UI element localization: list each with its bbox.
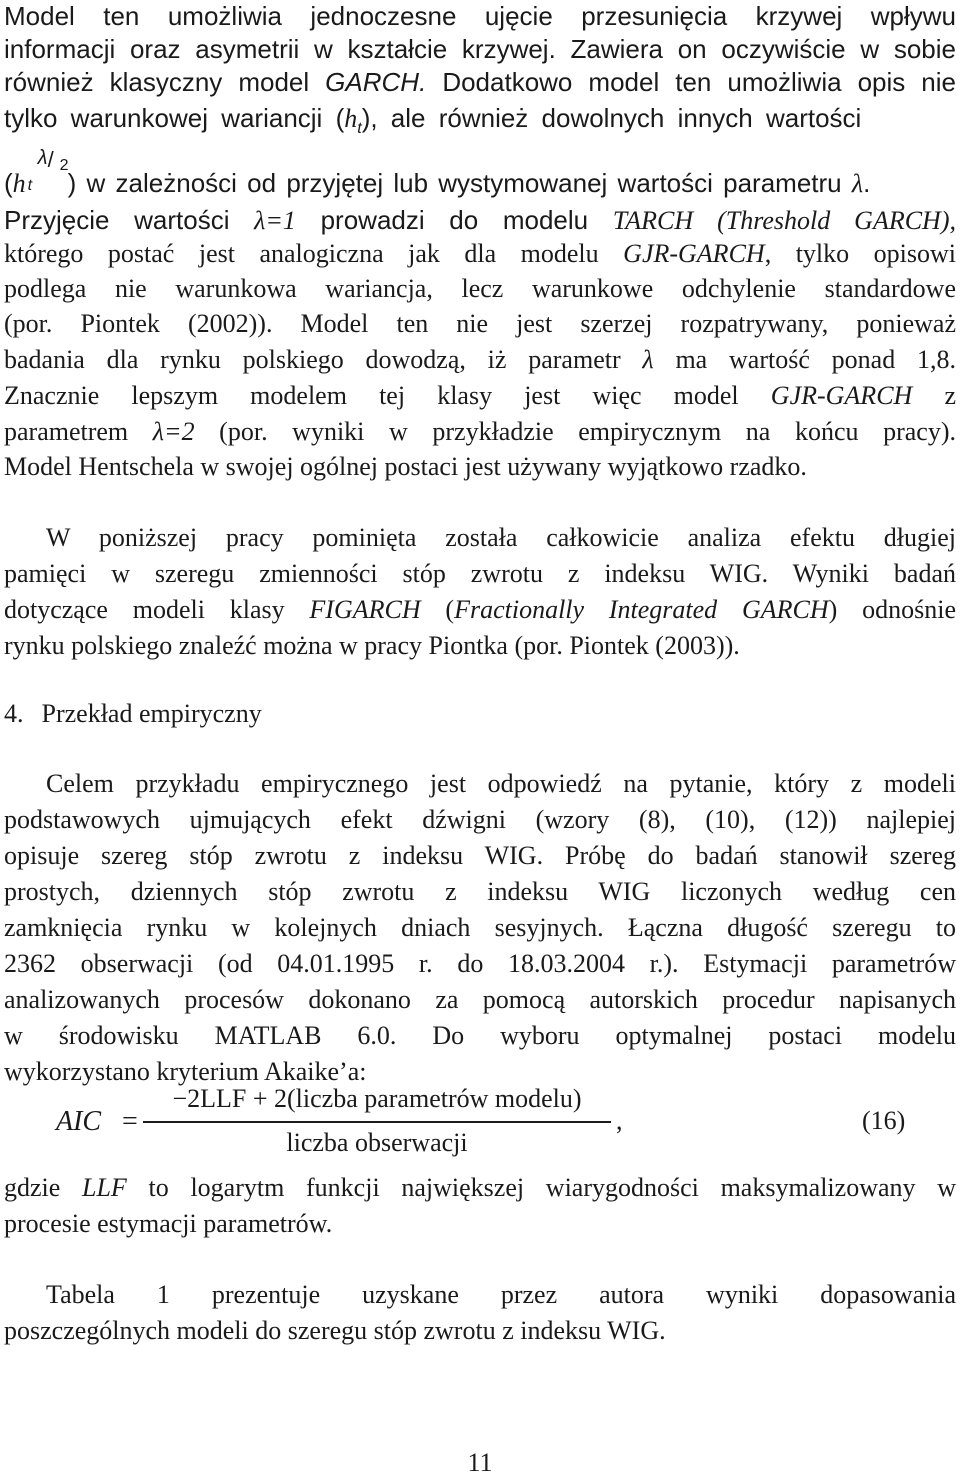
paragraph4-line1: gdzie LLF to logarytm funkcji największej wiarygodności maksymalizowany w bbox=[4, 1173, 956, 1202]
paragraph1-line8: podlega nie warunkowa wariancja, lecz warunkowe odchylenie standardowe bbox=[4, 274, 956, 303]
paragraph1-line5: (h λ / 2 t ) w zależności od przyjętej lub wystymowanej wartości parametru λ. bbox=[4, 147, 871, 198]
paragraph1-line1: Model ten umożliwia jednoczesne ujęcie przesunięcia krzywej wpływu bbox=[4, 1, 956, 31]
paragraph1-line12: parametrem λ=2 (por. wyniki w przykładzie empirycznym na końcu pracy). bbox=[4, 417, 956, 446]
section-heading bbox=[4, 698, 262, 730]
equation-number: (16) bbox=[862, 1106, 906, 1135]
paragraph3-line2: podstawowych ujmujących efekt dźwigni (wzory (8), (10), (12)) najlepiej bbox=[4, 805, 956, 834]
paragraph5-line2: poszczególnych modeli do szeregu stóp zwrotu z indeksu WIG. bbox=[4, 1316, 666, 1345]
paragraph1-line2: informacji oraz asymetrii w kształcie krzywej. Zawiera on oczywiście w sobie bbox=[4, 34, 956, 64]
paragraph3-line1: Celem przykładu empirycznego jest odpowiedź na pytanie, który z modeli bbox=[46, 769, 956, 798]
paragraph1-line11: Znacznie lepszym modelem tej klasy jest więc model GJR-GARCH z bbox=[4, 381, 956, 410]
paragraph3-line7: analizowanych procesów dokonano za pomocą autorskich procedur napisanych bbox=[4, 985, 956, 1014]
paragraph2-line4: rynku polskiego znaleźć można w pracy Piontka (por. Piontek (2003)). bbox=[4, 631, 740, 660]
paragraph1-line9: (por. Piontek (2002)). Model ten nie jest szerzej rozpatrywany, ponieważ bbox=[4, 309, 956, 338]
paragraph2-line2: pamięci w szeregu zmienności stóp zwrotu z indeksu WIG. Wyniki badań bbox=[4, 559, 956, 588]
aic-formula bbox=[0, 1084, 960, 1170]
formula-numerator: −2LLF + 2(liczba parametrów modelu) bbox=[172, 1084, 582, 1113]
page-number: 11 bbox=[467, 1448, 493, 1477]
paragraph1-line7: którego postać jest analogiczna jak dla modelu GJR-GARCH, tylko opisowi bbox=[4, 239, 956, 268]
paragraph3-line5: zamknięcia rynku w kolejnych dniach sesyjnych. Łączna długość szeregu to bbox=[4, 913, 956, 942]
paragraph1-line3: również klasyczny model GARCH. Dodatkowo model ten umożliwia opis nie bbox=[4, 67, 956, 97]
formula-lhs: AIC bbox=[56, 1106, 102, 1137]
lambda-half-exponent: λ / 2 t bbox=[27, 147, 69, 194]
paragraph1-line13: Model Hentschela w swojej ogólnej postaci jest używany wyjątkowo rzadko. bbox=[4, 452, 807, 481]
fraction-bar bbox=[143, 1121, 611, 1123]
paragraph3-line3: opisuje szereg stóp zwrotu z indeksu WIG. Próbę do badań stanowił szereg bbox=[4, 841, 956, 870]
paragraph1-line10: badania dla rynku polskiego dowodzą, iż parametr λ ma wartość ponad 1,8. bbox=[4, 345, 956, 374]
paragraph3-line6: 2362 obserwacji (od 04.01.1995 r. do 18.03.2004 r.). Estymacji parametrów bbox=[4, 949, 956, 978]
paragraph5-line1: Tabela 1 prezentuje uzyskane przez autora wyniki dopasowania bbox=[46, 1280, 956, 1309]
paragraph3-line8: w środowisku MATLAB 6.0. Do wyboru optymalnej postaci modelu bbox=[4, 1021, 956, 1050]
section-number: 4. bbox=[4, 699, 24, 728]
paragraph3-line9: wykorzystano kryterium Akaike’a: bbox=[4, 1057, 367, 1086]
paragraph2-line3: dotyczące modeli klasy FIGARCH (Fractionally Integrated GARCH) odnośnie bbox=[4, 595, 956, 624]
paragraph1-line4: tylko warunkowej wariancji $(h_t)$, ale również dowolnych innych wartości bbox=[4, 103, 862, 137]
formula-comma: , bbox=[616, 1106, 623, 1135]
paragraph2-line1: W poniższej pracy pominięta została całkowicie analiza efektu długiej bbox=[46, 523, 956, 552]
paragraph3-line4: prostych, dziennych stóp zwrotu z indeksu WIG liczonych według cen bbox=[4, 877, 956, 906]
formula-denominator: liczba obserwacji bbox=[286, 1128, 468, 1157]
paragraph1-line6: Przyjęcie wartości λ=1 prowadzi do modelu TARCH (Threshold GARCH), bbox=[4, 205, 956, 235]
paragraph4-line2: procesie estymacji parametrów. bbox=[4, 1209, 333, 1238]
section-title: Przekład empiryczny bbox=[41, 699, 262, 728]
formula-equals: = bbox=[122, 1106, 138, 1137]
